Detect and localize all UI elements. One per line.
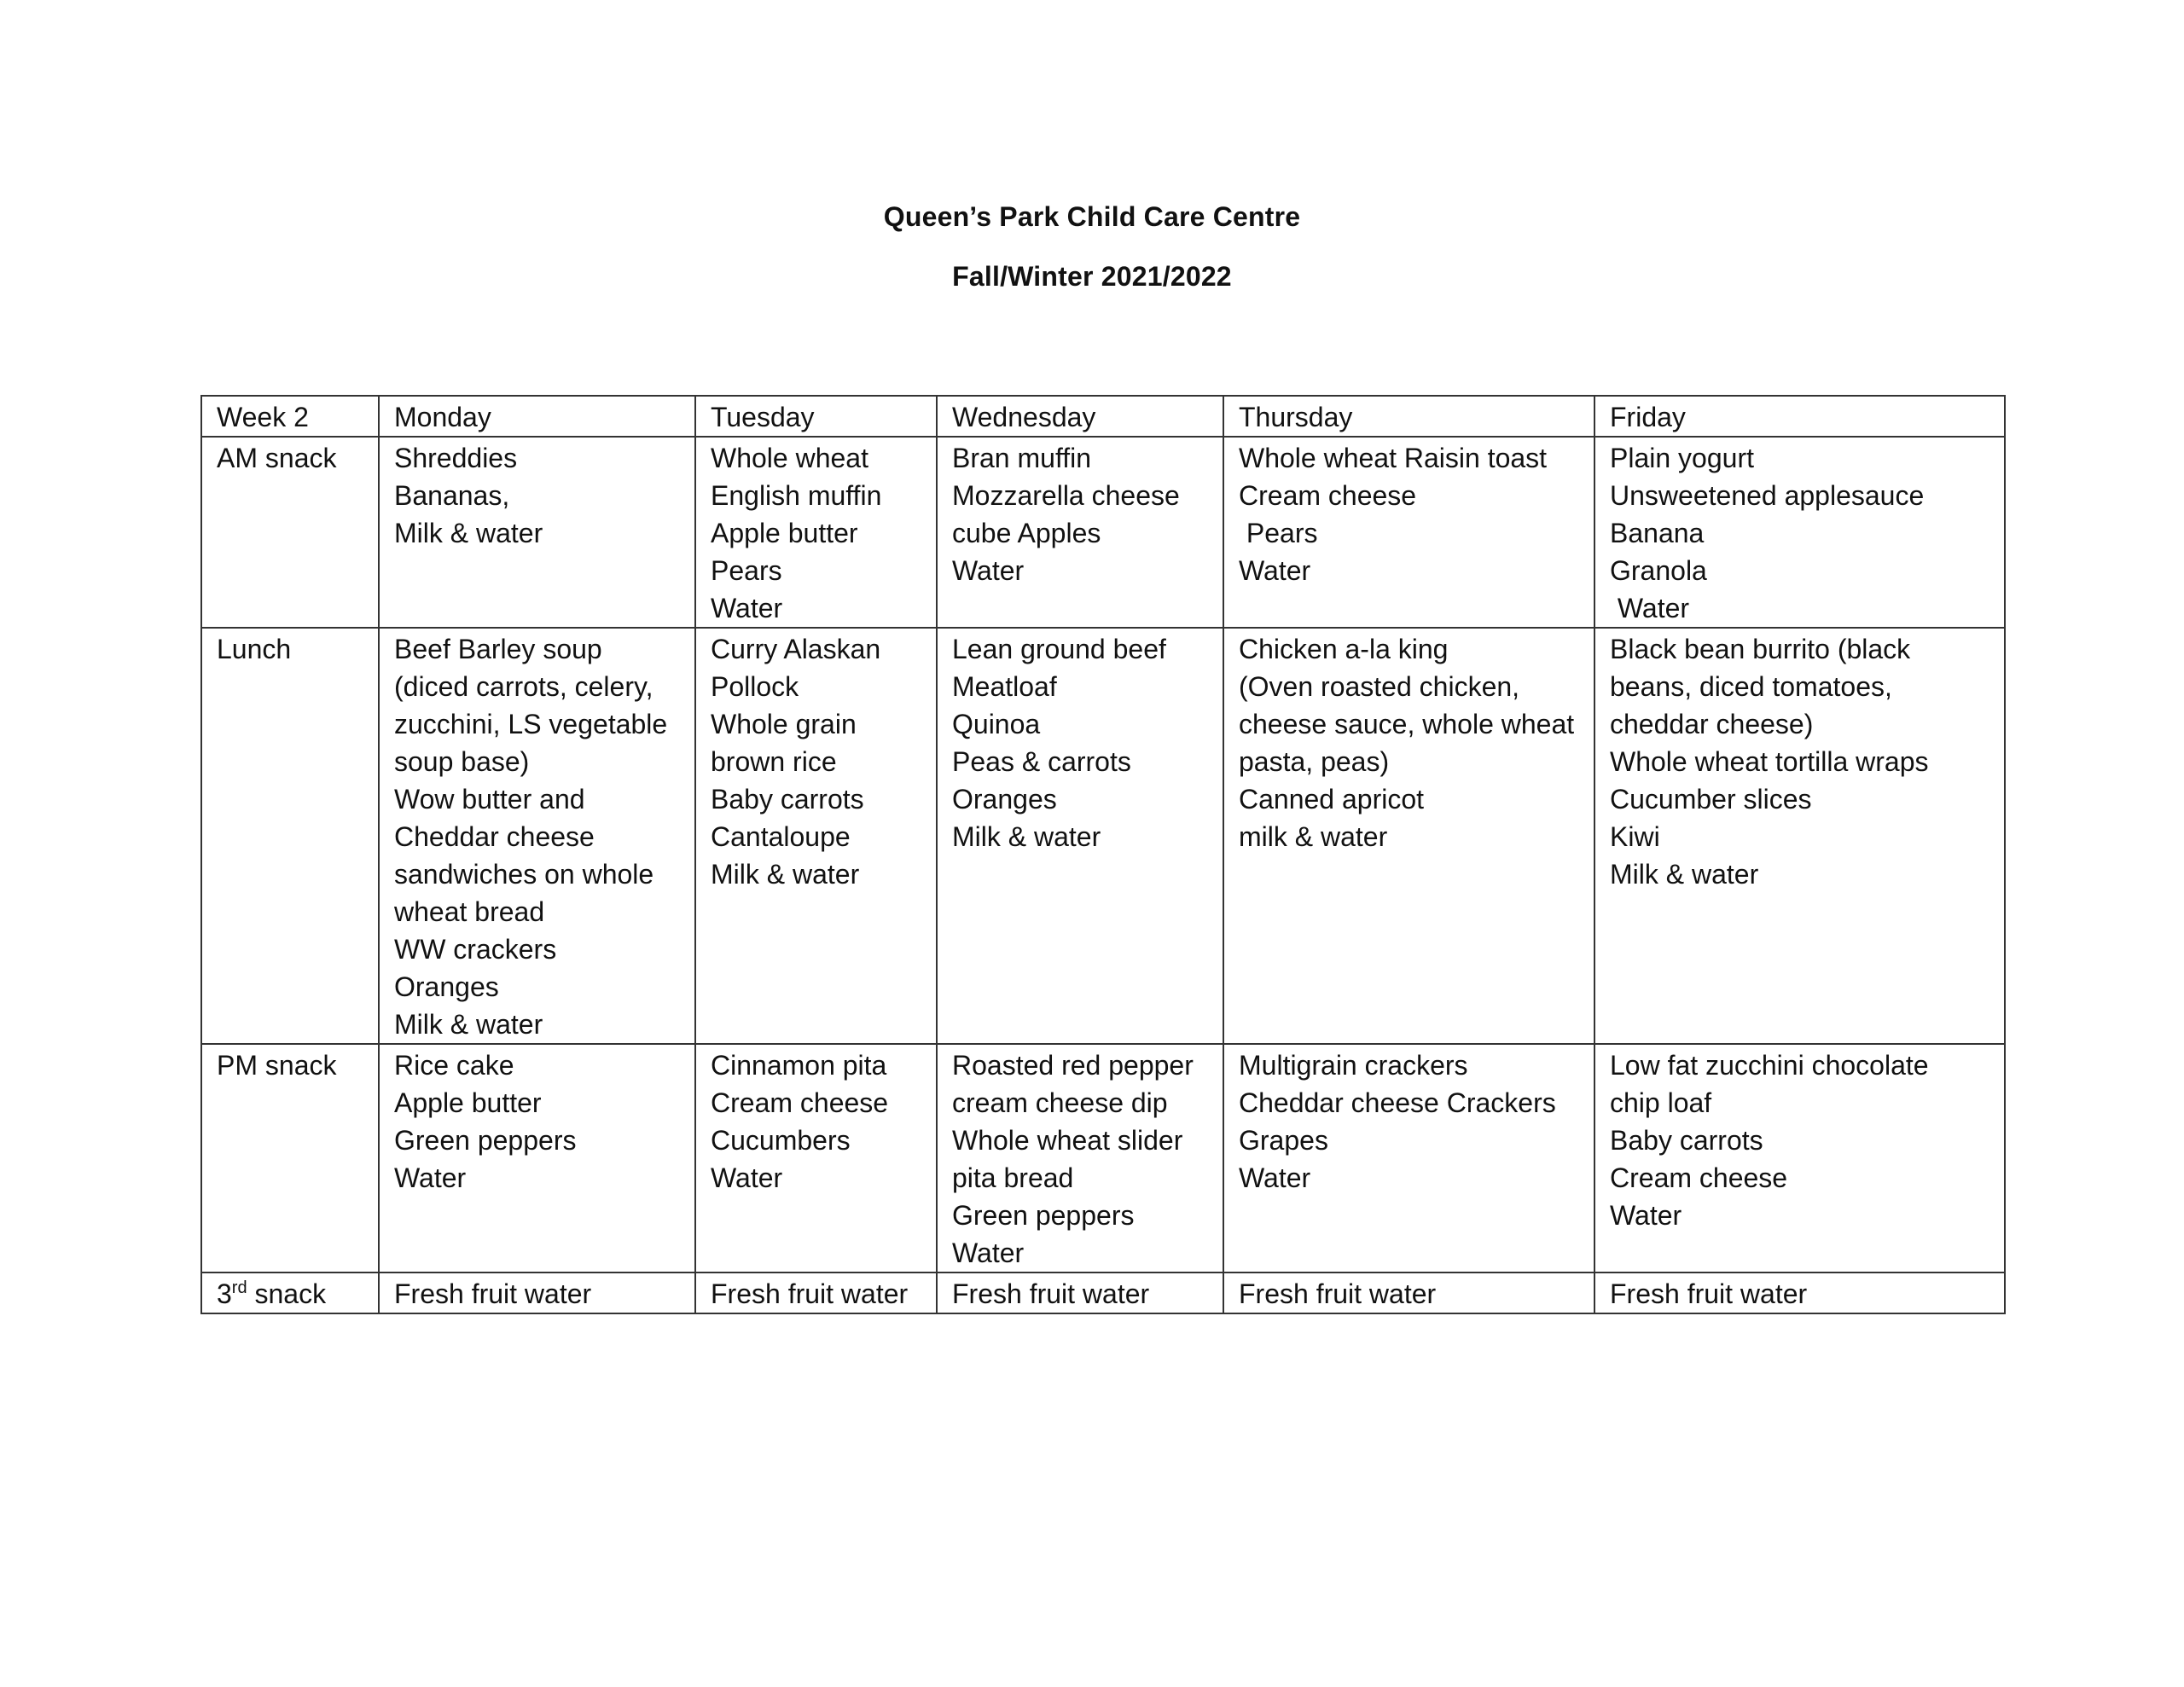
menu-item: Lean ground beef [952,634,1166,664]
document-title: Queen’s Park Child Care Centre [883,201,1301,232]
menu-item: Chicken a-la king [1239,634,1449,664]
menu-item: Unsweetened applesauce [1610,480,1925,511]
day-label: Friday [1610,402,1686,432]
day-label: Wednesday [952,402,1096,432]
day-header [695,396,937,437]
row-label: Lunch [217,634,292,664]
menu-item: brown rice [711,746,837,777]
menu-cell [379,1272,695,1313]
menu-item: Green peppers [952,1200,1135,1231]
menu-item: Milk & water [394,518,543,548]
menu-item: Cucumber slices [1610,784,1812,815]
menu-item: Granola [1610,555,1707,586]
menu-item: Water [952,1238,1025,1268]
menu-item: (diced carrots, celery, [394,671,653,702]
menu-item: Plain yogurt [1610,443,1754,473]
menu-item: wheat bread [394,896,545,927]
menu-item: pita bread [952,1162,1074,1193]
menu-cell [1594,628,2005,1044]
menu-item: Whole wheat slider [952,1125,1183,1156]
menu-cell [695,437,937,628]
menu-item: Apple butter [711,518,858,548]
menu-item: Pollock [711,671,799,702]
menu-cell [695,1044,937,1272]
menu-item: Canned apricot [1239,784,1425,815]
menu-item: Whole wheat Raisin toast [1239,443,1548,473]
menu-item: Milk & water [711,859,860,890]
menu-item: Fresh fruit water [952,1278,1150,1309]
week-label: Week 2 [217,402,309,432]
menu-item: Wow butter and [394,784,585,815]
menu-item: Milk & water [1610,859,1759,890]
day-label: Thursday [1239,402,1353,432]
menu-cell [1223,437,1594,628]
menu-item: Rice cake [394,1050,514,1081]
menu-cell [937,628,1223,1044]
menu-item: Baby carrots [1610,1125,1763,1156]
menu-item: milk & water [1239,821,1388,852]
menu-item: Water [711,593,783,623]
day-header [1223,396,1594,437]
menu-item: Oranges [394,971,499,1002]
day-header [379,396,695,437]
menu-item: Fresh fruit water [1239,1278,1437,1309]
menu-item: Cucumbers [711,1125,851,1156]
menu-item: Water [1239,1162,1311,1193]
menu-item: Cream cheese [1239,480,1417,511]
row-label [217,1275,364,1313]
menu-item: Cinnamon pita [711,1050,887,1081]
menu-cell [1594,1044,2005,1272]
header-row [201,396,2005,437]
menu-item: Milk & water [394,1009,543,1040]
menu-item: Oranges [952,784,1057,815]
row-label: PM snack [217,1050,337,1081]
menu-item: Beef Barley soup [394,634,602,664]
row-label-cell [201,628,379,1044]
menu-item: cheddar cheese) [1610,709,1814,739]
menu-table [200,395,2006,1314]
menu-cell [1223,1044,1594,1272]
menu-item: Cream cheese [1610,1162,1788,1193]
menu-item: Water [711,1162,783,1193]
menu-item: Curry Alaskan [711,634,881,664]
menu-item: Multigrain crackers [1239,1050,1468,1081]
menu-item: Grapes [1239,1125,1328,1156]
menu-item: cream cheese dip [952,1087,1168,1118]
menu-item: Pears [711,555,782,586]
menu-item: WW crackers [394,934,557,965]
menu-item: Low fat zucchini chocolate [1610,1050,1929,1081]
row-label-number: 3 [217,1278,232,1309]
menu-item: Meatloaf [952,671,1057,702]
menu-item: Cheddar cheese Crackers [1239,1087,1556,1118]
menu-cell [695,628,937,1044]
meal-row-third-snack [201,1272,2005,1313]
menu-item: English muffin [711,480,882,511]
day-label: Monday [394,402,491,432]
menu-item: Whole wheat [711,443,868,473]
menu-item: Mozzarella cheese [952,480,1180,511]
menu-item: Black bean burrito (black [1610,634,1911,664]
menu-item: Water [1239,555,1311,586]
menu-item: Peas & carrots [952,746,1131,777]
menu-cell [379,437,695,628]
day-label: Tuesday [711,402,815,432]
menu-item: Green peppers [394,1125,577,1156]
menu-cell [937,1044,1223,1272]
menu-item: Whole grain [711,709,857,739]
menu-item: Roasted red pepper [952,1050,1194,1081]
menu-item: Shreddies [394,443,518,473]
row-label-cell [201,1272,379,1313]
menu-item: Cantaloupe [711,821,851,852]
menu-item: cube Apples [952,518,1101,548]
menu-item: cheese sauce, whole wheat [1239,709,1575,739]
menu-cell [1223,1272,1594,1313]
menu-item: Baby carrots [711,784,864,815]
row-label-cell [201,1044,379,1272]
menu-item: Apple butter [394,1087,542,1118]
row-label-ordinal: rd [231,1278,247,1297]
menu-cell [379,628,695,1044]
menu-item: Water [1610,593,1690,623]
corner-cell [201,396,379,437]
menu-item: Bran muffin [952,443,1092,473]
meal-row-am-snack [201,437,2005,628]
meal-row-lunch [201,628,2005,1044]
menu-item: zucchini, LS vegetable [394,709,668,739]
menu-item: sandwiches on whole [394,859,654,890]
menu-item: Cheddar cheese [394,821,595,852]
menu-cell [1223,628,1594,1044]
menu-item: (Oven roasted chicken, [1239,671,1520,702]
menu-item: Milk & water [952,821,1101,852]
menu-item: pasta, peas) [1239,746,1390,777]
meal-row-pm-snack [201,1044,2005,1272]
menu-item: soup base) [394,746,530,777]
menu-cell [695,1272,937,1313]
menu-cell [379,1044,695,1272]
menu-item: Cream cheese [711,1087,889,1118]
menu-item: Fresh fruit water [394,1278,592,1309]
menu-item: Water [952,555,1025,586]
menu-item: Whole wheat tortilla wraps [1610,746,1929,777]
menu-item: chip loaf [1610,1087,1712,1118]
document-subtitle: Fall/Winter 2021/2022 [952,261,1232,292]
row-label: AM snack [217,443,337,473]
day-header [937,396,1223,437]
menu-cell [1594,1272,2005,1313]
row-label-text: snack [247,1278,327,1309]
menu-item: Pears [1239,518,1318,548]
row-label-cell [201,437,379,628]
menu-item: Kiwi [1610,821,1660,852]
menu-item: Water [1610,1200,1682,1231]
menu-cell [937,437,1223,628]
day-header [1594,396,2005,437]
menu-item: Bananas, [394,480,510,511]
menu-cell [937,1272,1223,1313]
menu-item: Fresh fruit water [1610,1278,1808,1309]
menu-item: Quinoa [952,709,1041,739]
menu-cell [1594,437,2005,628]
menu-item: Water [394,1162,467,1193]
menu-item: beans, diced tomatoes, [1610,671,1892,702]
menu-item: Fresh fruit water [711,1278,909,1309]
menu-item: Banana [1610,518,1705,548]
